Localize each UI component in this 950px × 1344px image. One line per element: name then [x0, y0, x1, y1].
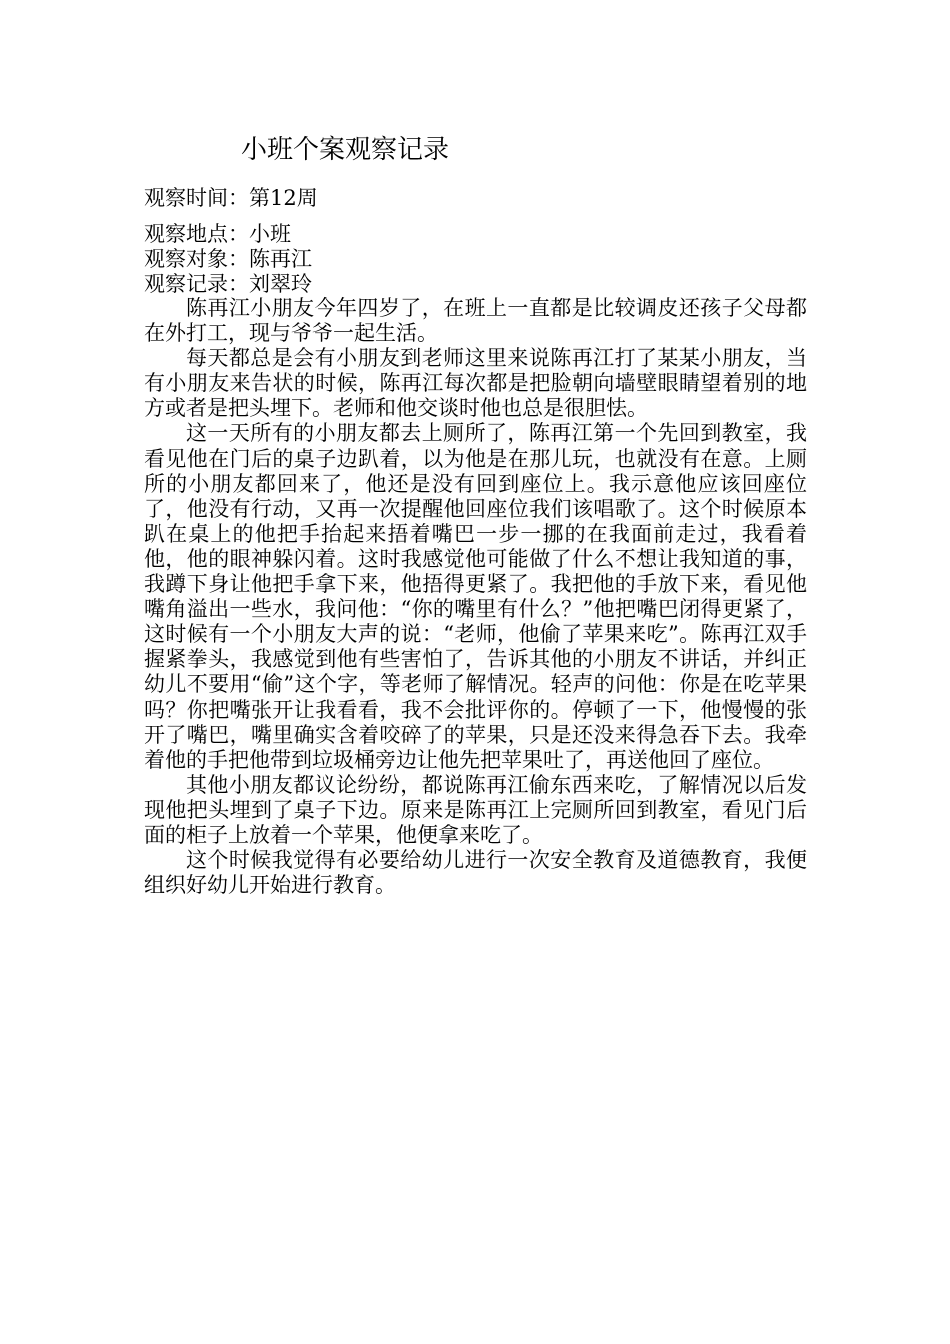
paragraph-behavior: 每天都总是会有小朋友到老师这里来说陈再江打了某某小朋友，当有小朋友来告状的时候，陈再江每次都是把脸朝向墙壁眼睛望着别的地方或者是把头埋下。老师和他交谈时他也总是很胆怯。	[144, 346, 807, 421]
paragraph-followup: 其他小朋友都议论纷纷，都说陈再江偷东西来吃，了解情况以后发现他把头埋到了桌子下边。原来是陈再江上完厕所回到教室，看见门后面的柜子上放着一个苹果，他便拿来吃了。	[144, 772, 807, 847]
document-title: 小班个案观察记录	[241, 135, 450, 165]
observation-meta-group	[144, 222, 312, 297]
paragraph-conclusion: 这个时候我觉得有必要给幼儿进行一次安全教育及道德教育，我便组织好幼儿开始进行教育。	[144, 848, 807, 898]
paragraph-background: 陈再江小朋友今年四岁了，在班上一直都是比较调皮还孩子父母都在外打工，现与爷爷一起生活。	[144, 296, 807, 346]
observation-time: 观察时间：第12周	[144, 186, 318, 210]
observation-body	[144, 296, 807, 898]
observation-subject: 观察对象：陈再江	[144, 247, 312, 271]
paragraph-incident: 这一天所有的小朋友都去上厕所了，陈再江第一个先回到教室，我看见他在门后的桌子边趴着，以为他是在那儿玩，也就没有在意。上厕所的小朋友都回来了，他还是没有回到座位上。我示意他应该回座位了，他没有行动，又再一次提醒他回座位我们该唱歌了。这个时候原本趴在桌上的他把手抬起来捂着嘴巴一步一挪的在我面前走过，我看着他，他的眼神躲闪着。这时我感觉他可能做了什么不想让我知道的事，我蹲下身让他把手拿下来，他捂得更紧了。我把他的手放下来，看见他嘴角溢出一些水，我问他：“你的嘴里有什么？”他把嘴巴闭得更紧了，这时候有一个小朋友大声的说：“老师，他偷了苹果来吃”。陈再江双手握紧拳头，我感觉到他有些害怕了，告诉其他的小朋友不讲话，并纠正幼儿不要用“偷”这个字，等老师了解情况。轻声的问他：你是在吃苹果吗？你把嘴张开让我看看，我不会批评你的。停顿了一下，他慢慢的张开了嘴巴，嘴里确实含着咬碎了的苹果，只是还没来得急吞下去。我牵着他的手把他带到垃圾桶旁边让他先把苹果吐了，再送他回了座位。	[144, 421, 807, 772]
observation-recorder: 观察记录：刘翠玲	[144, 272, 312, 296]
observation-place: 观察地点：小班	[144, 222, 291, 246]
